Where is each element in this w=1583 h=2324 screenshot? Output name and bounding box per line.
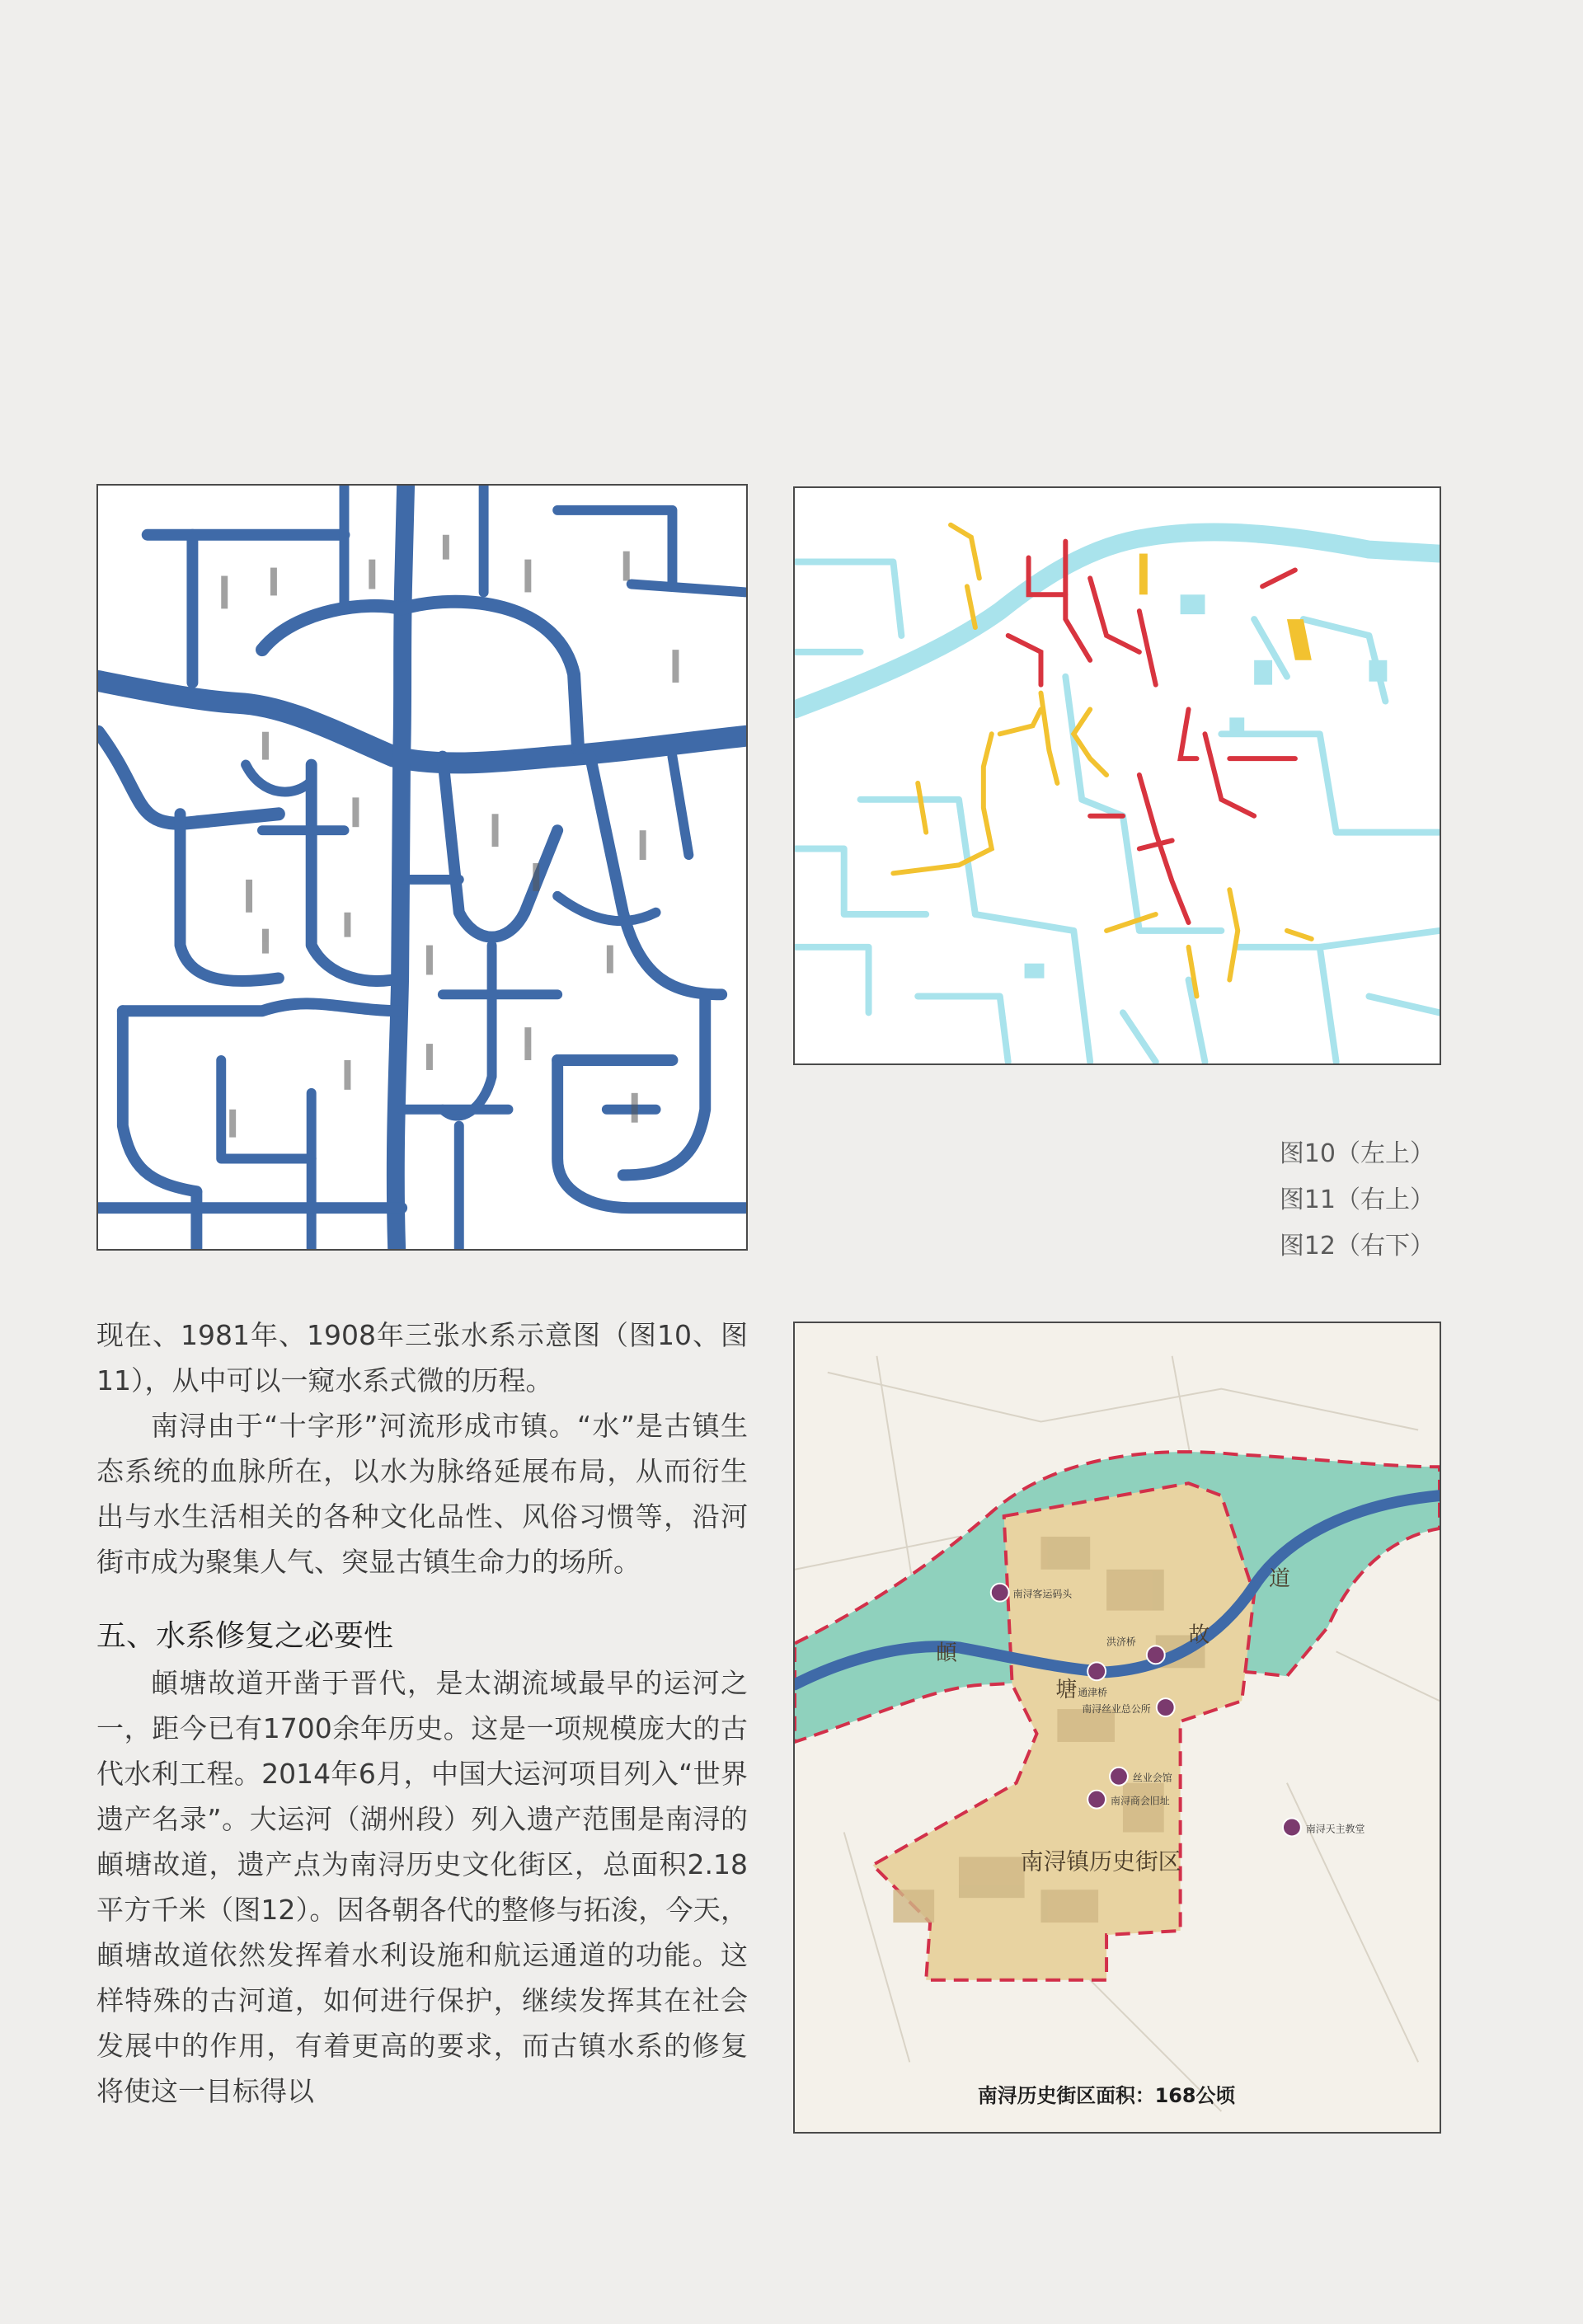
- river-char-1: 頔: [936, 1641, 958, 1666]
- water-system-map-cyan: [795, 488, 1440, 1063]
- paragraph-1: 现在、1981年、1908年三张水系示意图（图10、图11），从中可以一窥水系式微的历程。: [96, 1319, 748, 1397]
- water-system-map-blue: [98, 486, 746, 1249]
- point-label-7: 南浔天主教堂: [1305, 1823, 1365, 1835]
- point-label-6: 南浔商会旧址: [1111, 1795, 1170, 1807]
- point-catholic-church: [1283, 1819, 1301, 1837]
- river-char-2: 塘: [1055, 1678, 1078, 1703]
- point-silk-office: [1157, 1698, 1175, 1716]
- figure-12-historic-district-map: [793, 1322, 1441, 2134]
- figure-captions: [1154, 1131, 1435, 1270]
- point-label-2: 洪济桥: [1106, 1636, 1136, 1648]
- section-heading: 五、水系修复之必要性: [96, 1619, 394, 1653]
- river-char-4: 道: [1269, 1566, 1290, 1592]
- point-label-3: 通津桥: [1078, 1687, 1108, 1699]
- figure-10-water-map-1908: [96, 484, 748, 1251]
- point-tongjin-bridge: [1087, 1662, 1106, 1680]
- point-hongji-bridge: [1147, 1646, 1165, 1664]
- point-label-1: 南浔客运码头: [1012, 1588, 1073, 1600]
- point-label-5: 丝业会馆: [1132, 1772, 1172, 1784]
- point-label-4: 南浔丝业总公所: [1082, 1703, 1151, 1716]
- caption-fig11: 图11（右上）: [1279, 1185, 1435, 1214]
- point-passenger-wharf: [991, 1584, 1009, 1602]
- point-chamber-of-commerce: [1087, 1791, 1106, 1809]
- caption-fig12: 图12（右下）: [1279, 1232, 1435, 1261]
- article-body: [96, 1312, 748, 2114]
- point-silk-guildhall: [1110, 1768, 1128, 1786]
- paragraph-2: 南浔由于“十字形”河流形成市镇。“水”是古镇生态系统的血脉所在，以水为脉络延展布局，从而衍生出与水生活相关的各种文化品性、风俗习惯等，沿河街市成为聚集人气、突显古镇生命力的场所。: [96, 1410, 748, 1578]
- river-char-3: 故: [1188, 1622, 1210, 1648]
- caption-fig10: 图10（左上）: [1279, 1139, 1435, 1168]
- district-area-text: 南浔历史街区面积：168公顷: [977, 2084, 1236, 2108]
- district-label: 南浔镇历史街区: [1020, 1847, 1181, 1876]
- historic-district-map: [795, 1323, 1440, 2132]
- paragraph-3: 頔塘故道开凿于晋代，是太湖流域最早的运河之一，距今已有1700余年历史。这是一项规模庞大的古代水利工程。2014年6月，中国大运河项目列入“世界遗产名录”。大运河（湖州段）列入遗产范围是南浔的頔塘故道，遗产点为南浔历史文化街区，总面积2.18平方千米（图12）。因各朝各代的整修与拓浚，今天，頔塘故道依然发挥着水利设施和航运通道的功能。这样特殊的古河道，如何进行保护，继续发挥其在社会发展中的作用，有着更高的要求，而古镇水系的修复将使这一目标得以: [96, 1667, 748, 2107]
- figure-11-water-map-current: [793, 486, 1441, 1065]
